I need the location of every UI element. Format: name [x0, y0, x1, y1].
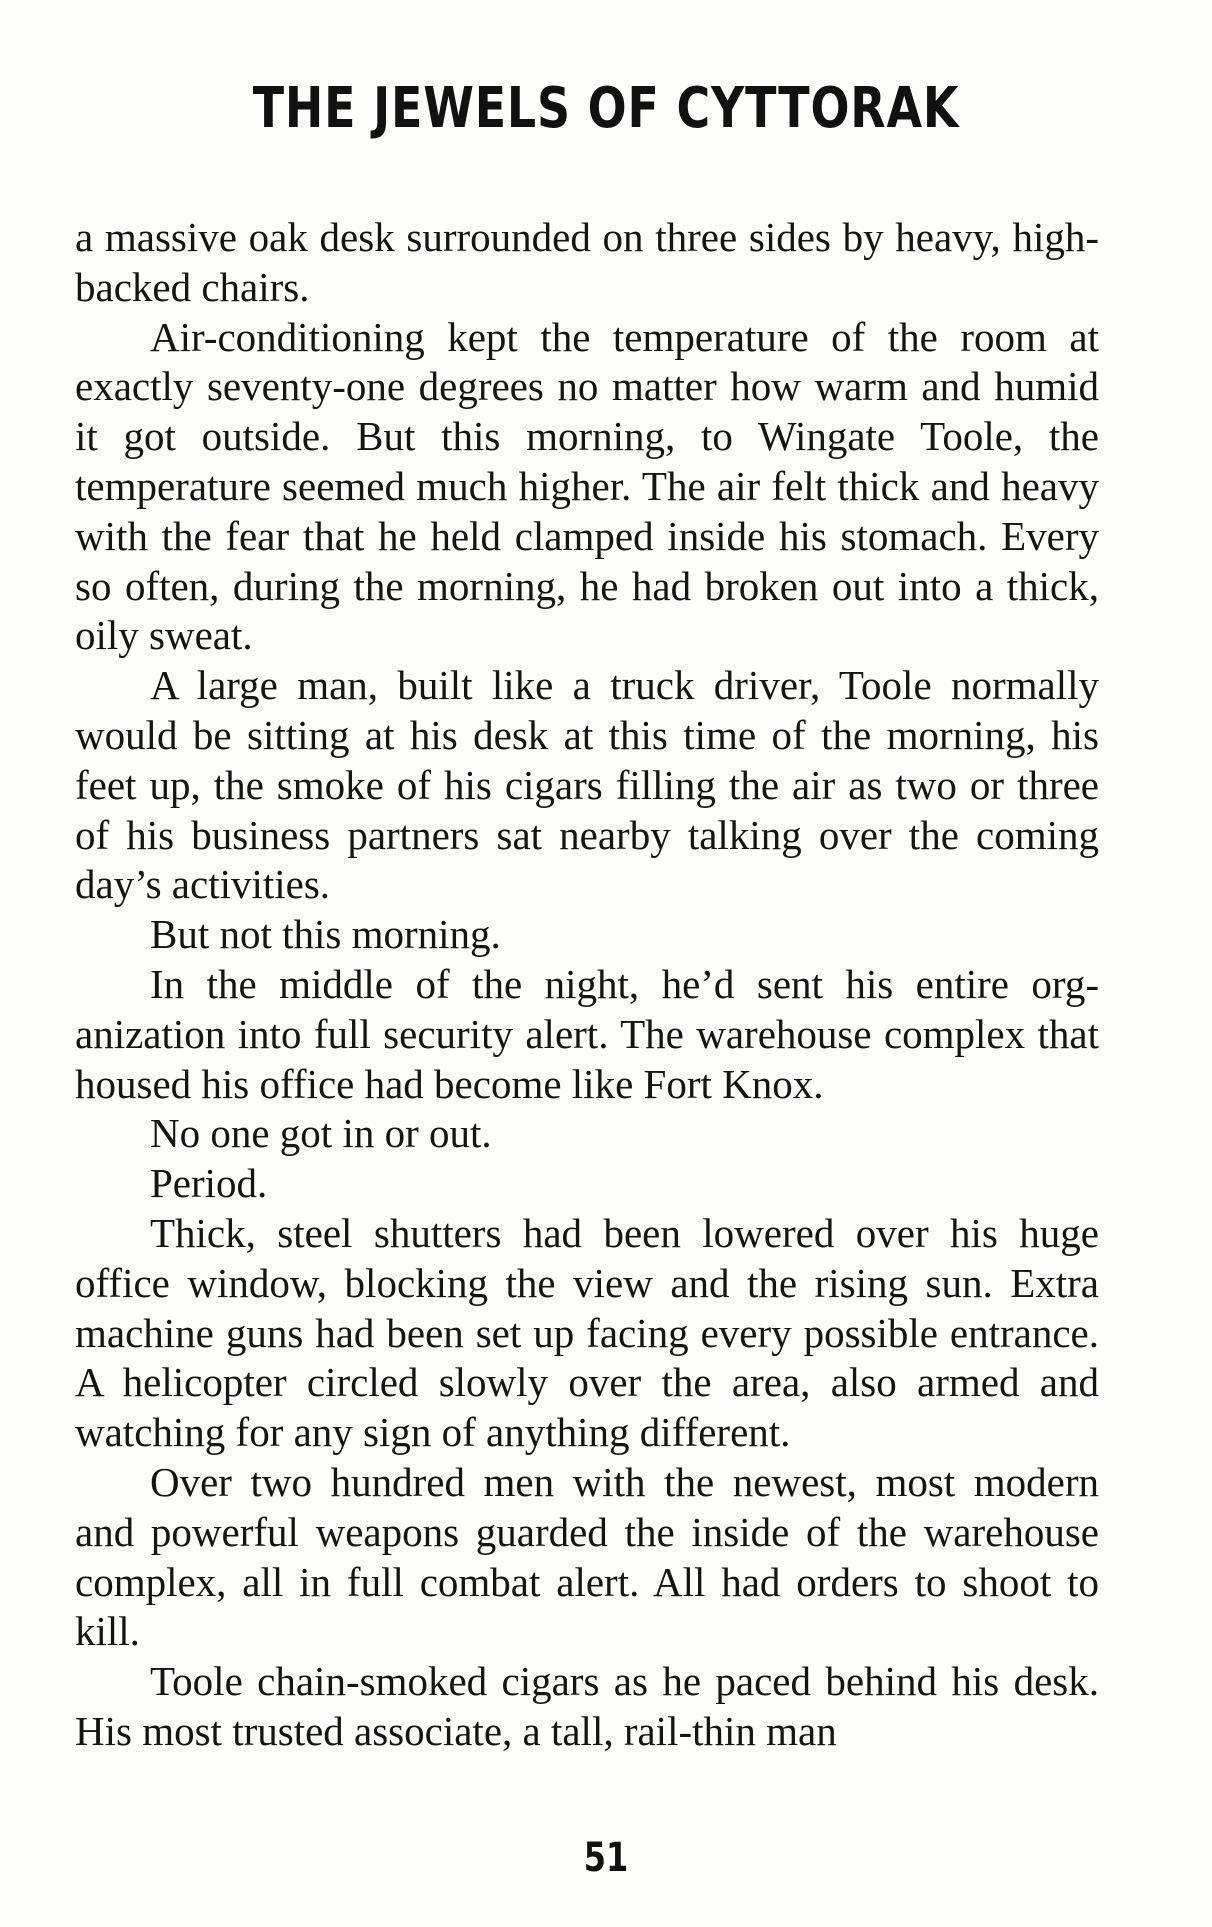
paragraph-4: But not this morning.	[150, 911, 501, 958]
paragraph-1: a massive oak desk surrounded on three sides by heavy, high-backed chairs.	[75, 214, 1099, 310]
paragraph-7: Period.	[150, 1160, 268, 1207]
paragraph-10: Toole chain-smoked cigars as he paced behind his desk. His most trusted associate, a tall, rail-thin man	[75, 1658, 1099, 1754]
page-number: 51	[583, 1835, 629, 1881]
paragraph-9: Over two hundred men with the newest, most modern and powerful weapons guarded the inside of the warehouse complex, all in full combat alert. All had orders to shoot to kill.	[75, 1458, 1099, 1655]
running-head: THE JEWELS OF CYTTORAK	[252, 76, 960, 141]
paragraph-8: Thick, steel shutters had been lowered over his huge office window, blocking the view and the rising sun. Extra machine guns had been set up facing every possible entrance. A helicopter circled slowly over the area, also armed and watching for any sign of anything different.	[75, 1209, 1099, 1456]
paragraph-2: Air-conditioning kept the temperature of the room at exactly seventy-one degrees no matter how warm and humid it got outside. But this morning, to Wingate Toole, the temperature seemed much higher. The air felt thick and heavy with the fear that he held clamped inside his stomach. Every so often, during the morning, he had broken out into a thick, oily sweat.	[75, 313, 1099, 659]
paragraph-5: In the middle of the night, he’d sent his entire organization into full security alert. The warehouse complex that housed his office had become like Fort Knox.	[75, 960, 1099, 1107]
paragraph-3: A large man, built like a truck driver, Toole normally would be sitting at his desk at this time of the morning, his feet up, the smoke of his cigars filling the air as two or three of his business partners sat nearby talking over the coming day’s activities.	[75, 662, 1099, 908]
body-text	[75, 213, 1099, 1757]
paragraph-6: No one got in or out.	[150, 1110, 492, 1157]
